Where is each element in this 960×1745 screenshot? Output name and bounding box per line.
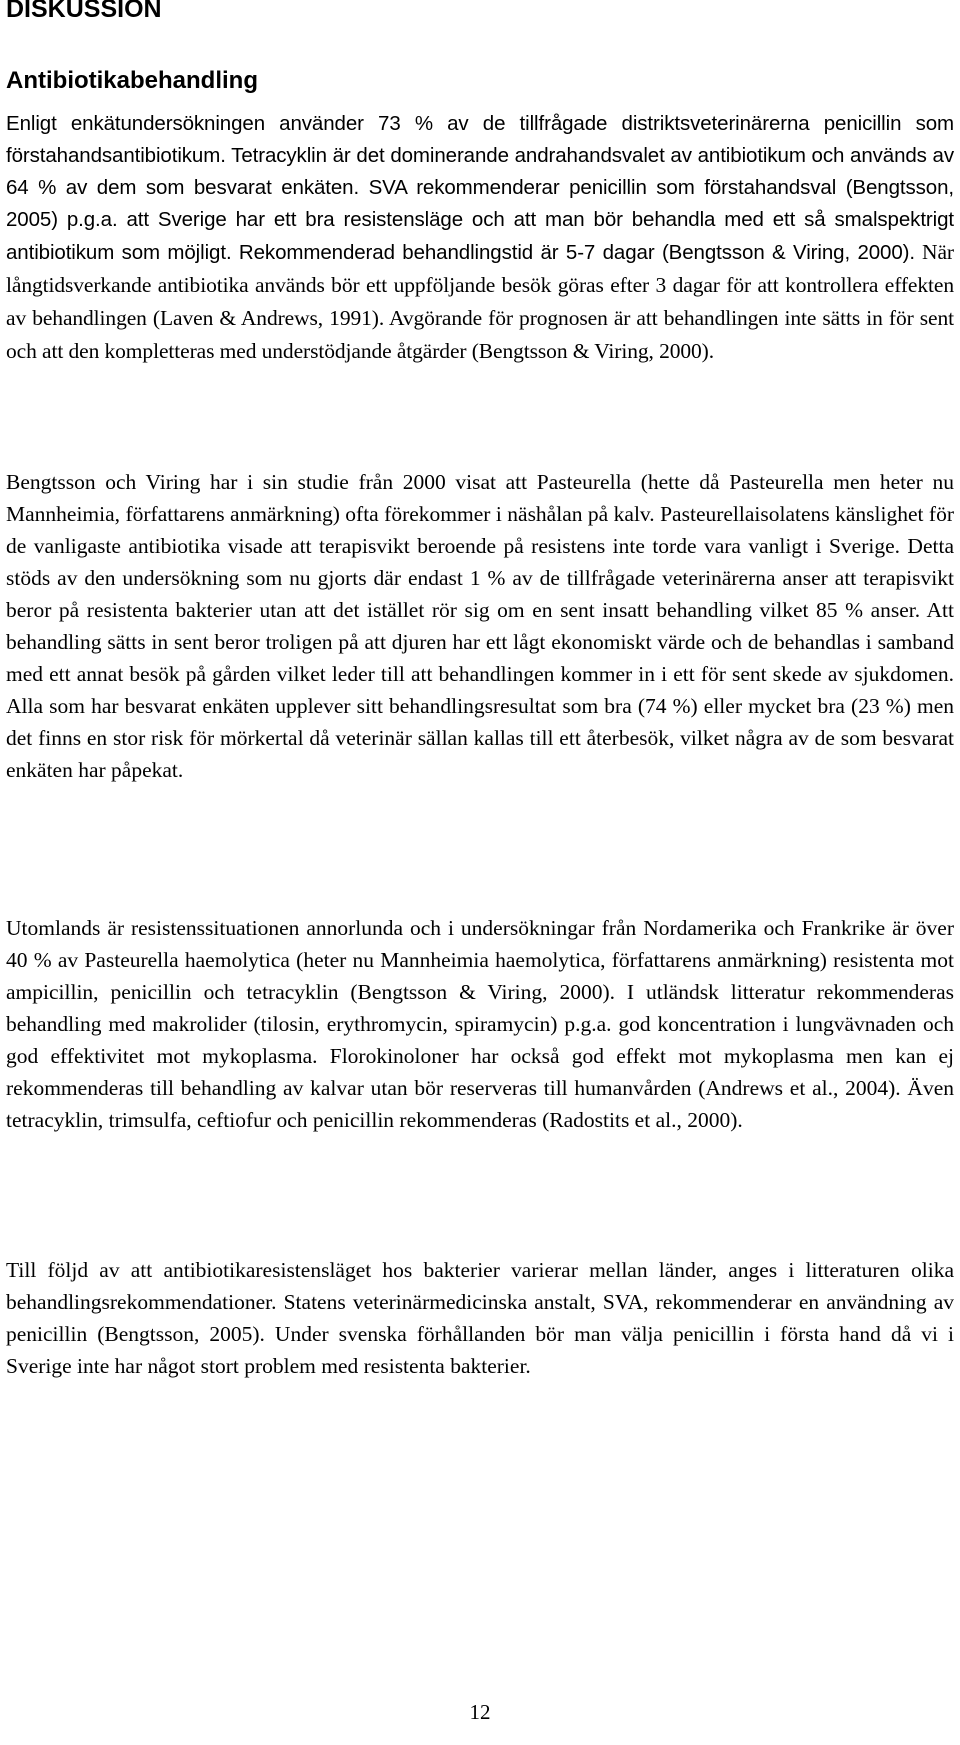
paragraph-1-sans-part: Enligt enkätundersökningen använder 73 % av de tillfrågade distriktsveterinärerna penicillin som förstahandsantibiotikum. Tetracyklin är det dominerande andrahandsvalet av antibiotikum och används av 64 % av dem som besvarat enkäten. SVA rekommenderar penicillin som förstahandsval (Bengtsson, 2005) p.g.a. att Sverige har ett bra resistensläge och att man bör behandla med ett så smalspektrigt antibiotikum som möjligt. Rekommenderad behandlingstid är 5-7 dagar (Bengtsson & Viring, 2000).: [6, 112, 954, 264]
paragraph-1-serif-part: När långtidsverkande antibiotika används bör ett uppföljande besök göras efter 3 dagar för att kontrollera effekten av behandlingen (Laven & Andrews, 1991). Avgörande för prognosen är att behandlingen inte sätts in för sent och att den kompletteras med understödjande åtgärder (Bengtsson & Viring, 2000).: [6, 240, 954, 363]
paragraph-4: Till följd av att antibiotikaresistensläget hos bakterier varierar mellan länder, anges i litteraturen olika behandlingsrekommendationer. Statens veterinärmedicinska anstalt, SVA, rekommenderar en användning av penicillin (Bengtsson, 2005). Under svenska förhållanden bör man välja penicillin i första hand då vi i Sverige inte har något stort problem med resistenta bakterier.: [6, 1258, 954, 1378]
section-heading: Antibiotikabehandling: [6, 67, 258, 94]
paragraph-3: Utomlands är resistenssituationen annorlunda och i undersökningar från Nordamerika och Frankrike är över 40 % av Pasteurella haemolytica (heter nu Mannheimia haemolytica, författarens anmärkning) resistenta mot ampicillin, penicillin och tetracyklin (Bengtsson & Viring, 2000). I utländsk litteratur rekommenderas behandling med makrolider (tilosin, erythromycin, spiramycin) p.g.a. god koncentration i lungvävnaden och god effektivitet mot mykoplasma. Florokinoloner har också god effekt mot mykoplasma men kan ej rekommenderas till behandling av kalvar utan bör reserveras till humanvården (Andrews et al., 2004). Även tetracyklin, trimsulfa, ceftiofur och penicillin rekommenderas (Radostits et al., 2000).: [6, 916, 954, 1132]
paragraph-2: Bengtsson och Viring har i sin studie från 2000 visat att Pasteurella (hette då Pasteurella men heter nu Mannheimia, författarens anmärkning) ofta förekommer i näshålan på kalv. Pasteurellaisolatens känslighet för de vanligaste antibiotika visade att terapisvikt beroende på resistens inte torde vara vanligt i Sverige. Detta stöds av den undersökning som nu gjorts där endast 1 % av de tillfrågade veterinärerna anser att terapisvikt beror på resistenta bakterier utan att det istället rör sig om en sent insatt behandling vilket 85 % anser. Att behandling sätts in sent beror troligen på att djuren har ett lågt ekonomiskt värde och de behandlas i samband med ett annat besök på gården vilket leder till att behandlingen kommer in i ett för sent skede av sjukdomen. Alla som har besvarat enkäten upplever sitt behandlingsresultat som bra (74 %) eller mycket bra (23 %) men det finns en stor risk för mörkertal då veterinär sällan kallas till ett återbesök, vilket några av de som besvarat enkäten har påpekat.: [6, 470, 954, 782]
chapter-heading: DISKUSSION: [6, 0, 162, 23]
paragraph-1: [6, 108, 954, 368]
page-number: 12: [469, 1700, 491, 1724]
